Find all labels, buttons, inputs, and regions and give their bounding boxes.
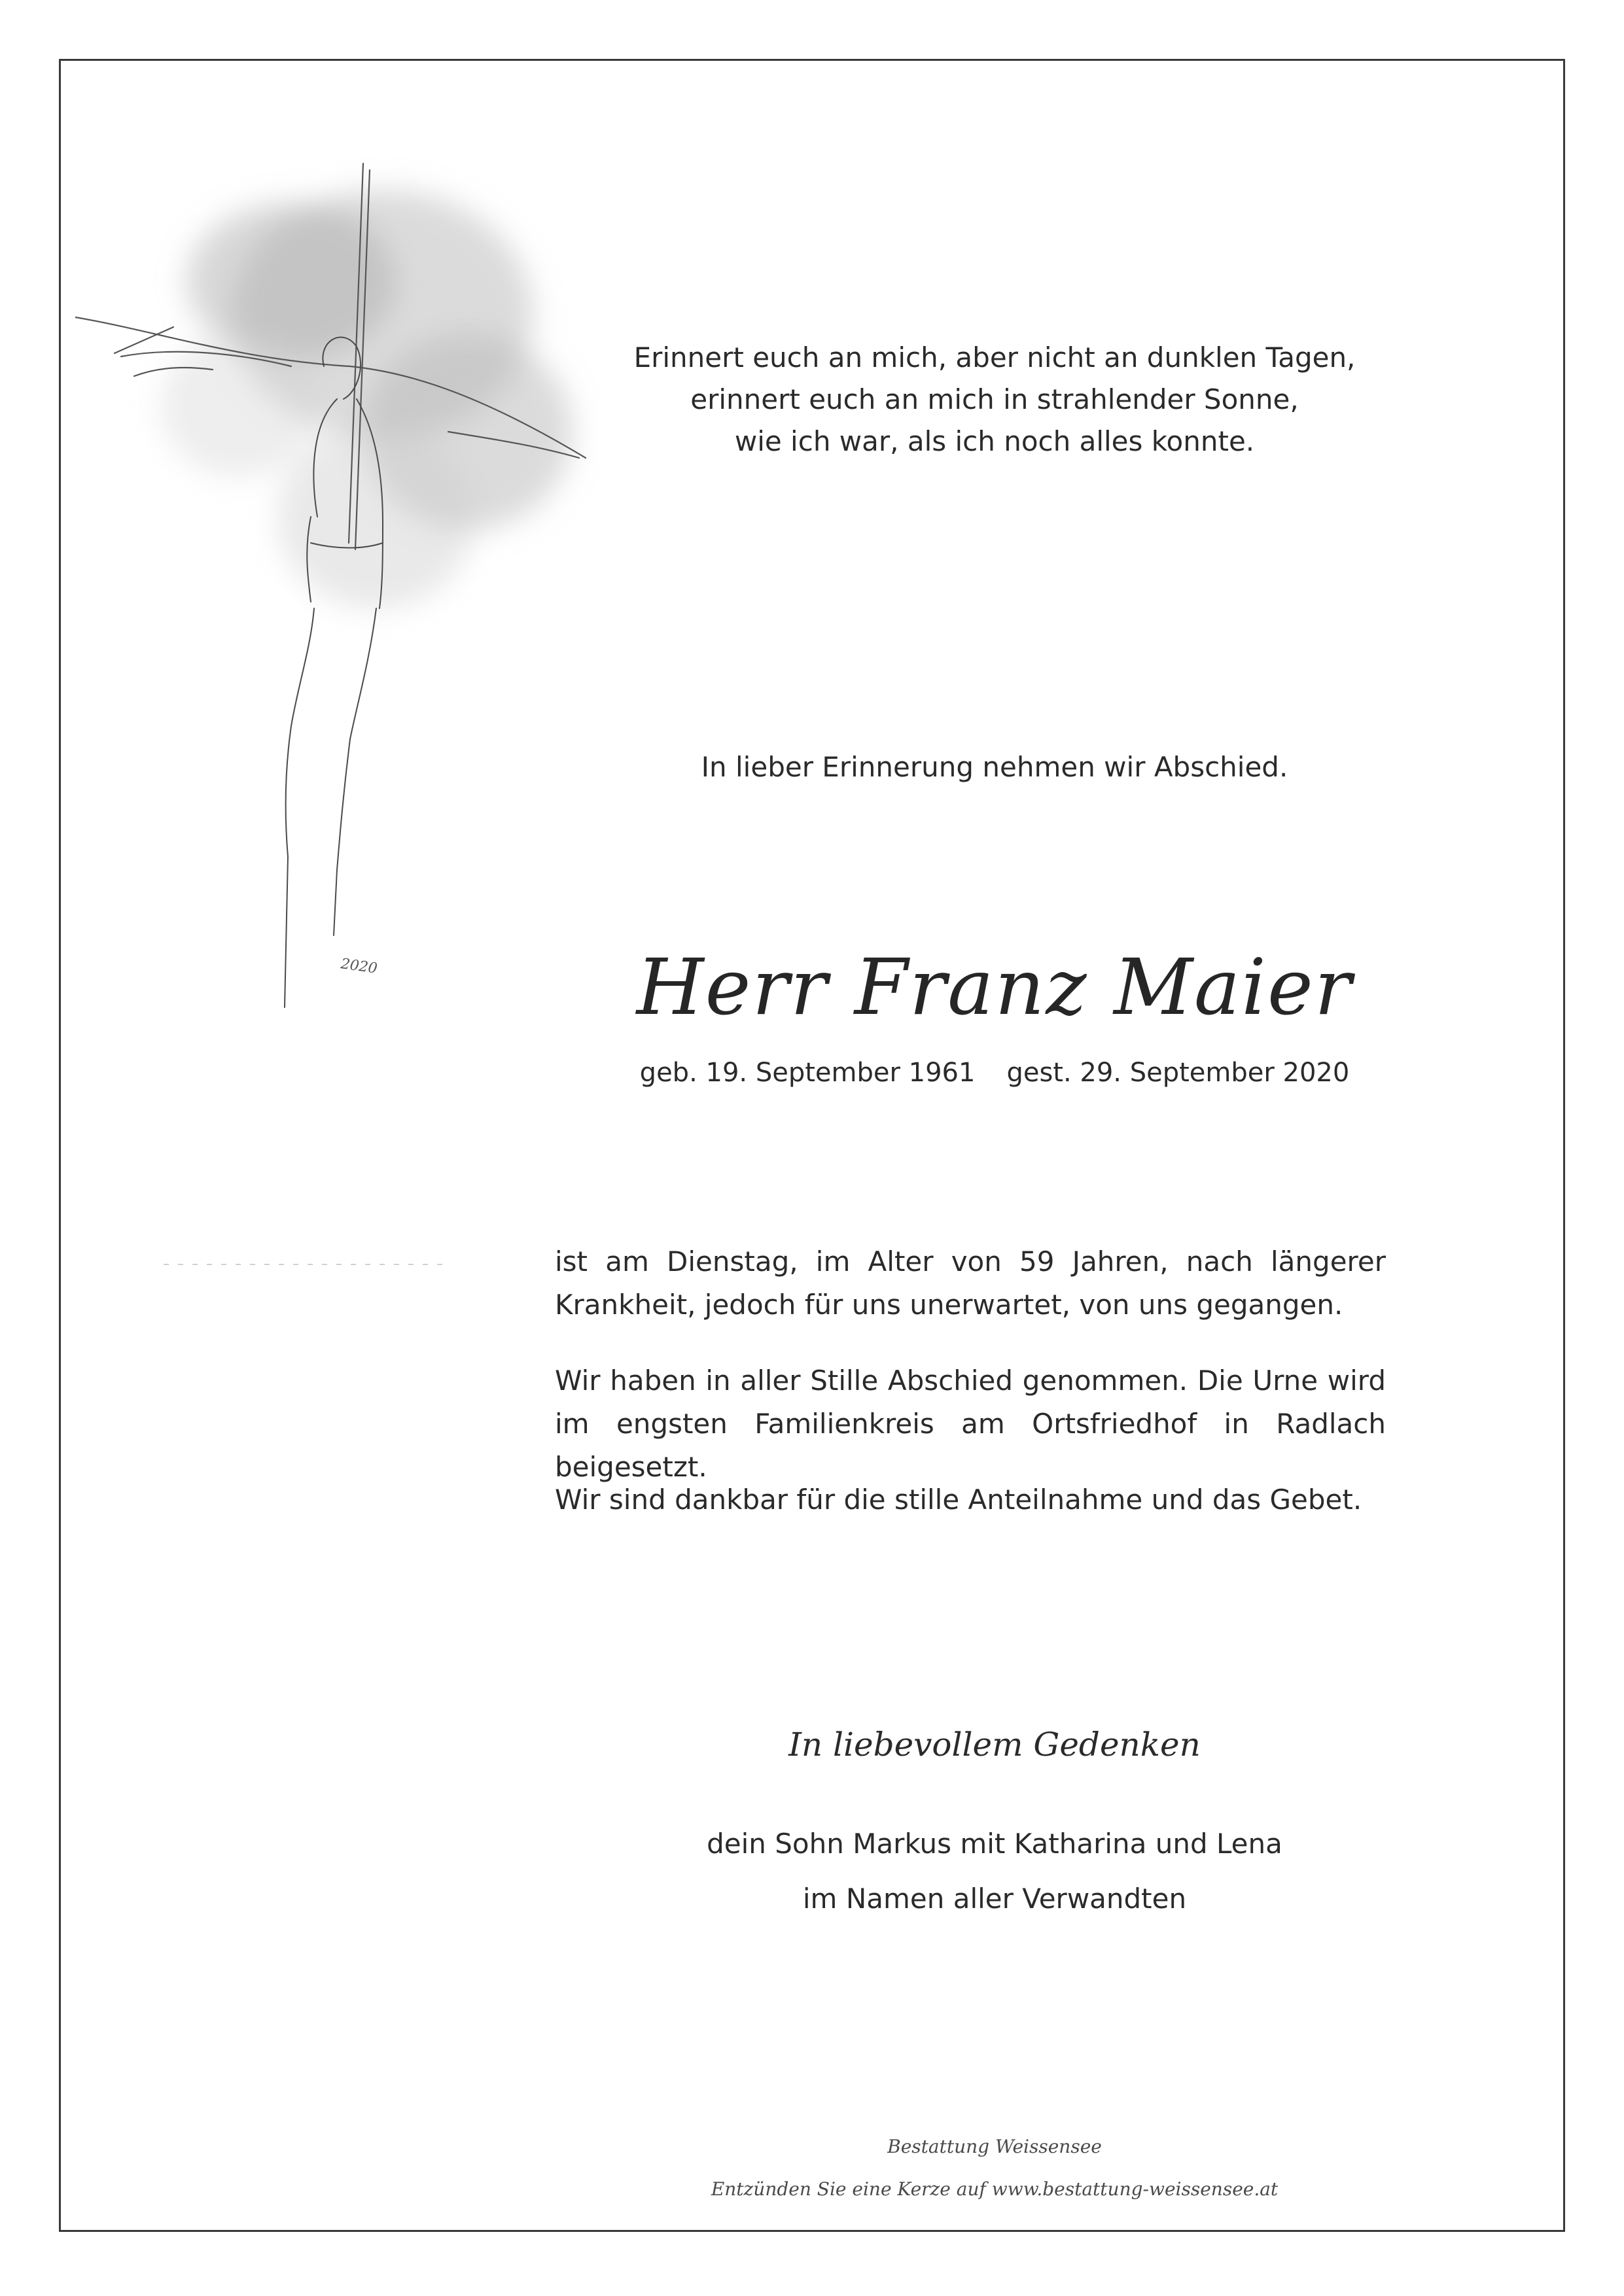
family-line: im Namen aller Verwandten (802, 1883, 1187, 1915)
body-paragraph: Wir haben in aller Stille Abschied genommen. Die Urne wird im engsten Familienkreis am Ortsfriedhof in Radlach beigesetzt. (555, 1365, 1386, 1483)
memorial-quote (589, 337, 1400, 462)
quote-line: Erinnert euch an mich, aber nicht an dunklen Tagen, (633, 341, 1356, 374)
body-paragraph: Wir sind dankbar für die stille Anteilnahme und das Gebet. (555, 1484, 1362, 1516)
body-paragraph: ist am Dienstag, im Alter von 59 Jahren, nach längerer Krankheit, jedoch für uns unerwartet, von uns gegangen. (555, 1245, 1386, 1321)
quote-line: wie ich war, als ich noch alles konnte. (734, 425, 1255, 457)
funeral-home-name: Bestattung Weissensee (887, 2136, 1102, 2157)
closing-title: In liebevollem Gedenken (788, 1726, 1201, 1764)
family-signature (589, 1817, 1400, 1926)
quote-line: erinnert euch an mich in strahlender Sonne, (690, 383, 1299, 415)
faint-dotted-line (164, 1262, 451, 1266)
life-dates (589, 1058, 1400, 1088)
crucifix-drawing (75, 150, 599, 1020)
candle-link-text[interactable]: Entzünden Sie eine Kerze auf www.bestattung-weissensee.at (711, 2178, 1279, 2200)
birth-date: geb. 19. September 1961 (639, 1058, 976, 1088)
deceased-name: Herr Franz Maier (636, 942, 1353, 1032)
family-line: dein Sohn Markus mit Katharina und Lena (707, 1828, 1282, 1860)
farewell-intro: In lieber Erinnerung nehmen wir Abschied. (701, 751, 1288, 783)
artist-signature: 2020 (340, 956, 379, 977)
death-date: gest. 29. September 2020 (1006, 1058, 1350, 1088)
